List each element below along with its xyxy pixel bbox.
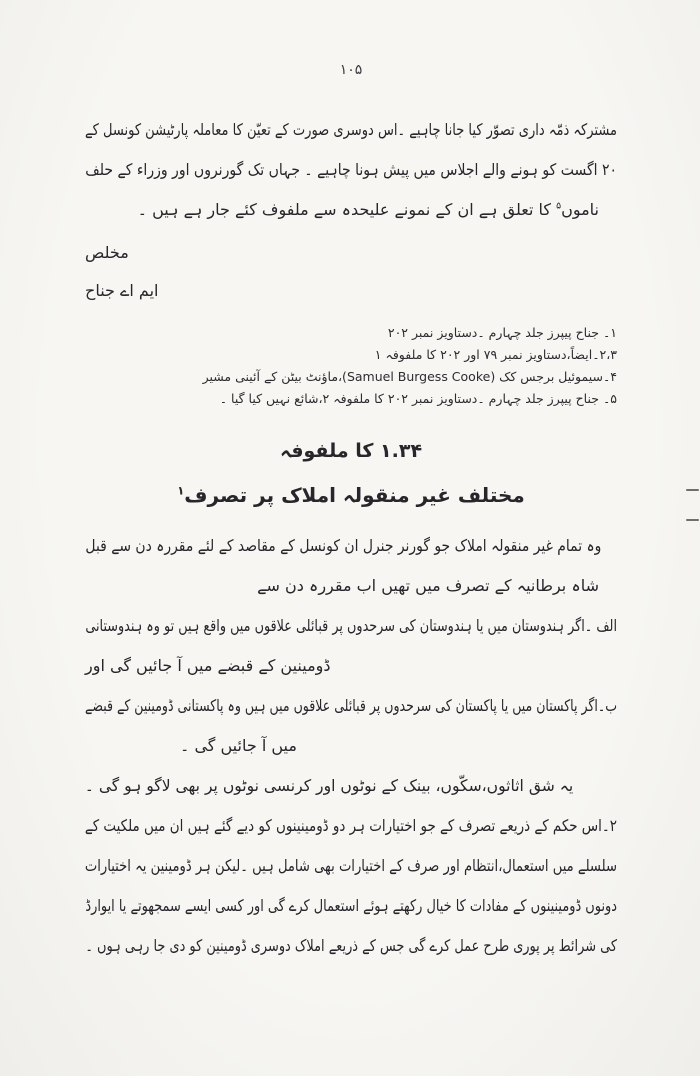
body-line: دونوں ڈومینینوں کے مفادات کا خیال رکھتے ہوئے استعمال کرے گی اور کسی ایسے سمجھوتے یا ایوارڈ [85, 896, 618, 915]
body-line: شاہ برطانیہ کے تصرف میں تھیں اب مقررہ دن سے [257, 576, 599, 595]
letter-body [85, 110, 617, 230]
footnote-marker: ۵ [556, 200, 562, 212]
body-line: سلسلے میں استعمال،انتظام اور صرف کے اختیارات بھی شامل ہیں ۔لیکن ہر ڈومینین یہ اختیارات [84, 856, 618, 875]
letter-signature: ایم اے جناح [85, 281, 159, 300]
enclosure-heading [85, 436, 617, 466]
page-edge-mark [686, 519, 699, 521]
body-line: وہ تمام غیر منقولہ املاک جو گورنر جنرل ان کونسل کے مقاصد کے لئے مقررہ دن سے قبل [85, 536, 602, 555]
enclosure-title-text: مختلف غیر منقولہ املاک پر تصرف [184, 483, 525, 507]
body-line: ۲۔اس حکم کے ذریعے تصرف کے جو اختیارات ہر دو ڈومینینوں کو دیے گئے ہیں ان میں ملکیت کے [84, 816, 617, 835]
page-number: ۱۰۵ [339, 62, 363, 78]
letter-line: ۲۰ اگست کو ہونے والے اجلاس میں پیش ہونا چاہیے ۔ جہاں تک گورنروں اور وزراء کے حلف [85, 160, 617, 179]
body-line: یہ شق اثاثوں،سکّوں، بینک کے نوٹوں اور کرنسی نوٹوں پر بھی لاگو ہو گی ۔ [84, 776, 574, 795]
letter-line [85, 190, 617, 230]
enclosure-title-inner [177, 478, 525, 512]
letter-line-word: ناموں [561, 200, 599, 219]
footnote: ۴۔سیموئیل برجس کک (Samuel Burgess Cooke)،ماؤنٹ بیٹن کے آئینی مشیر [202, 369, 617, 384]
letter-closing: مخلص [85, 243, 129, 262]
letter-line: مشترکہ ذمّہ داری تصوّر کیا جانا چاہیے ۔اس دوسری صورت کے تعیّن کا معاملہ پارٹیشن کونسل کے [84, 120, 618, 139]
enclosure-body [85, 526, 617, 966]
enclosure-heading-text: ۱.۳۴ کا ملفوفہ [279, 440, 423, 462]
footnote: ۵۔ جناح پیپرز جلد چہارم ۔دستاویز نمبر ۲۰۲ کا ملفوفہ ۲،شائع نہیں کیا گیا ۔ [219, 391, 617, 406]
footnote: ۲،۳۔ایضاً،دستاویز نمبر ۷۹ اور ۲۰۲ کا ملفوفہ ۱ [374, 347, 617, 362]
footnote-marker: ۱ [177, 483, 185, 498]
body-line: میں آ جائیں گی ۔ [180, 736, 297, 755]
enclosure-title [85, 478, 617, 512]
footnote: ۱۔ جناح پیپرز جلد چہارم ۔دستاویز نمبر ۲۰۲ [387, 325, 617, 340]
letter-line-rest: کا تعلق ہے ان کے نمونے علیحدہ سے ملفوف کئے جار ہے ہیں ۔ [137, 200, 557, 219]
page-edge-mark [686, 489, 699, 491]
body-line: الف ۔اگر ہندوستان میں یا ہندوستان کی سرحدوں پر قبائلی علاقوں میں واقع ہیں تو وہ ہندوستانی [85, 616, 618, 635]
body-line: کی شرائط پر پوری طرح عمل کرے گی جس کے ذریعے املاک دوسری ڈومینین کو دی جا رہی ہوں ۔ [85, 936, 618, 955]
body-line: ب۔اگر پاکستان میں یا پاکستان کی سرحدوں پر قبائلی علاقوں میں ہیں وہ پاکستانی ڈومینین کے قبضے [85, 696, 618, 715]
footnotes-block [85, 322, 617, 410]
body-line: ڈومینین کے قبضے میں آ جائیں گی اور [85, 656, 331, 675]
